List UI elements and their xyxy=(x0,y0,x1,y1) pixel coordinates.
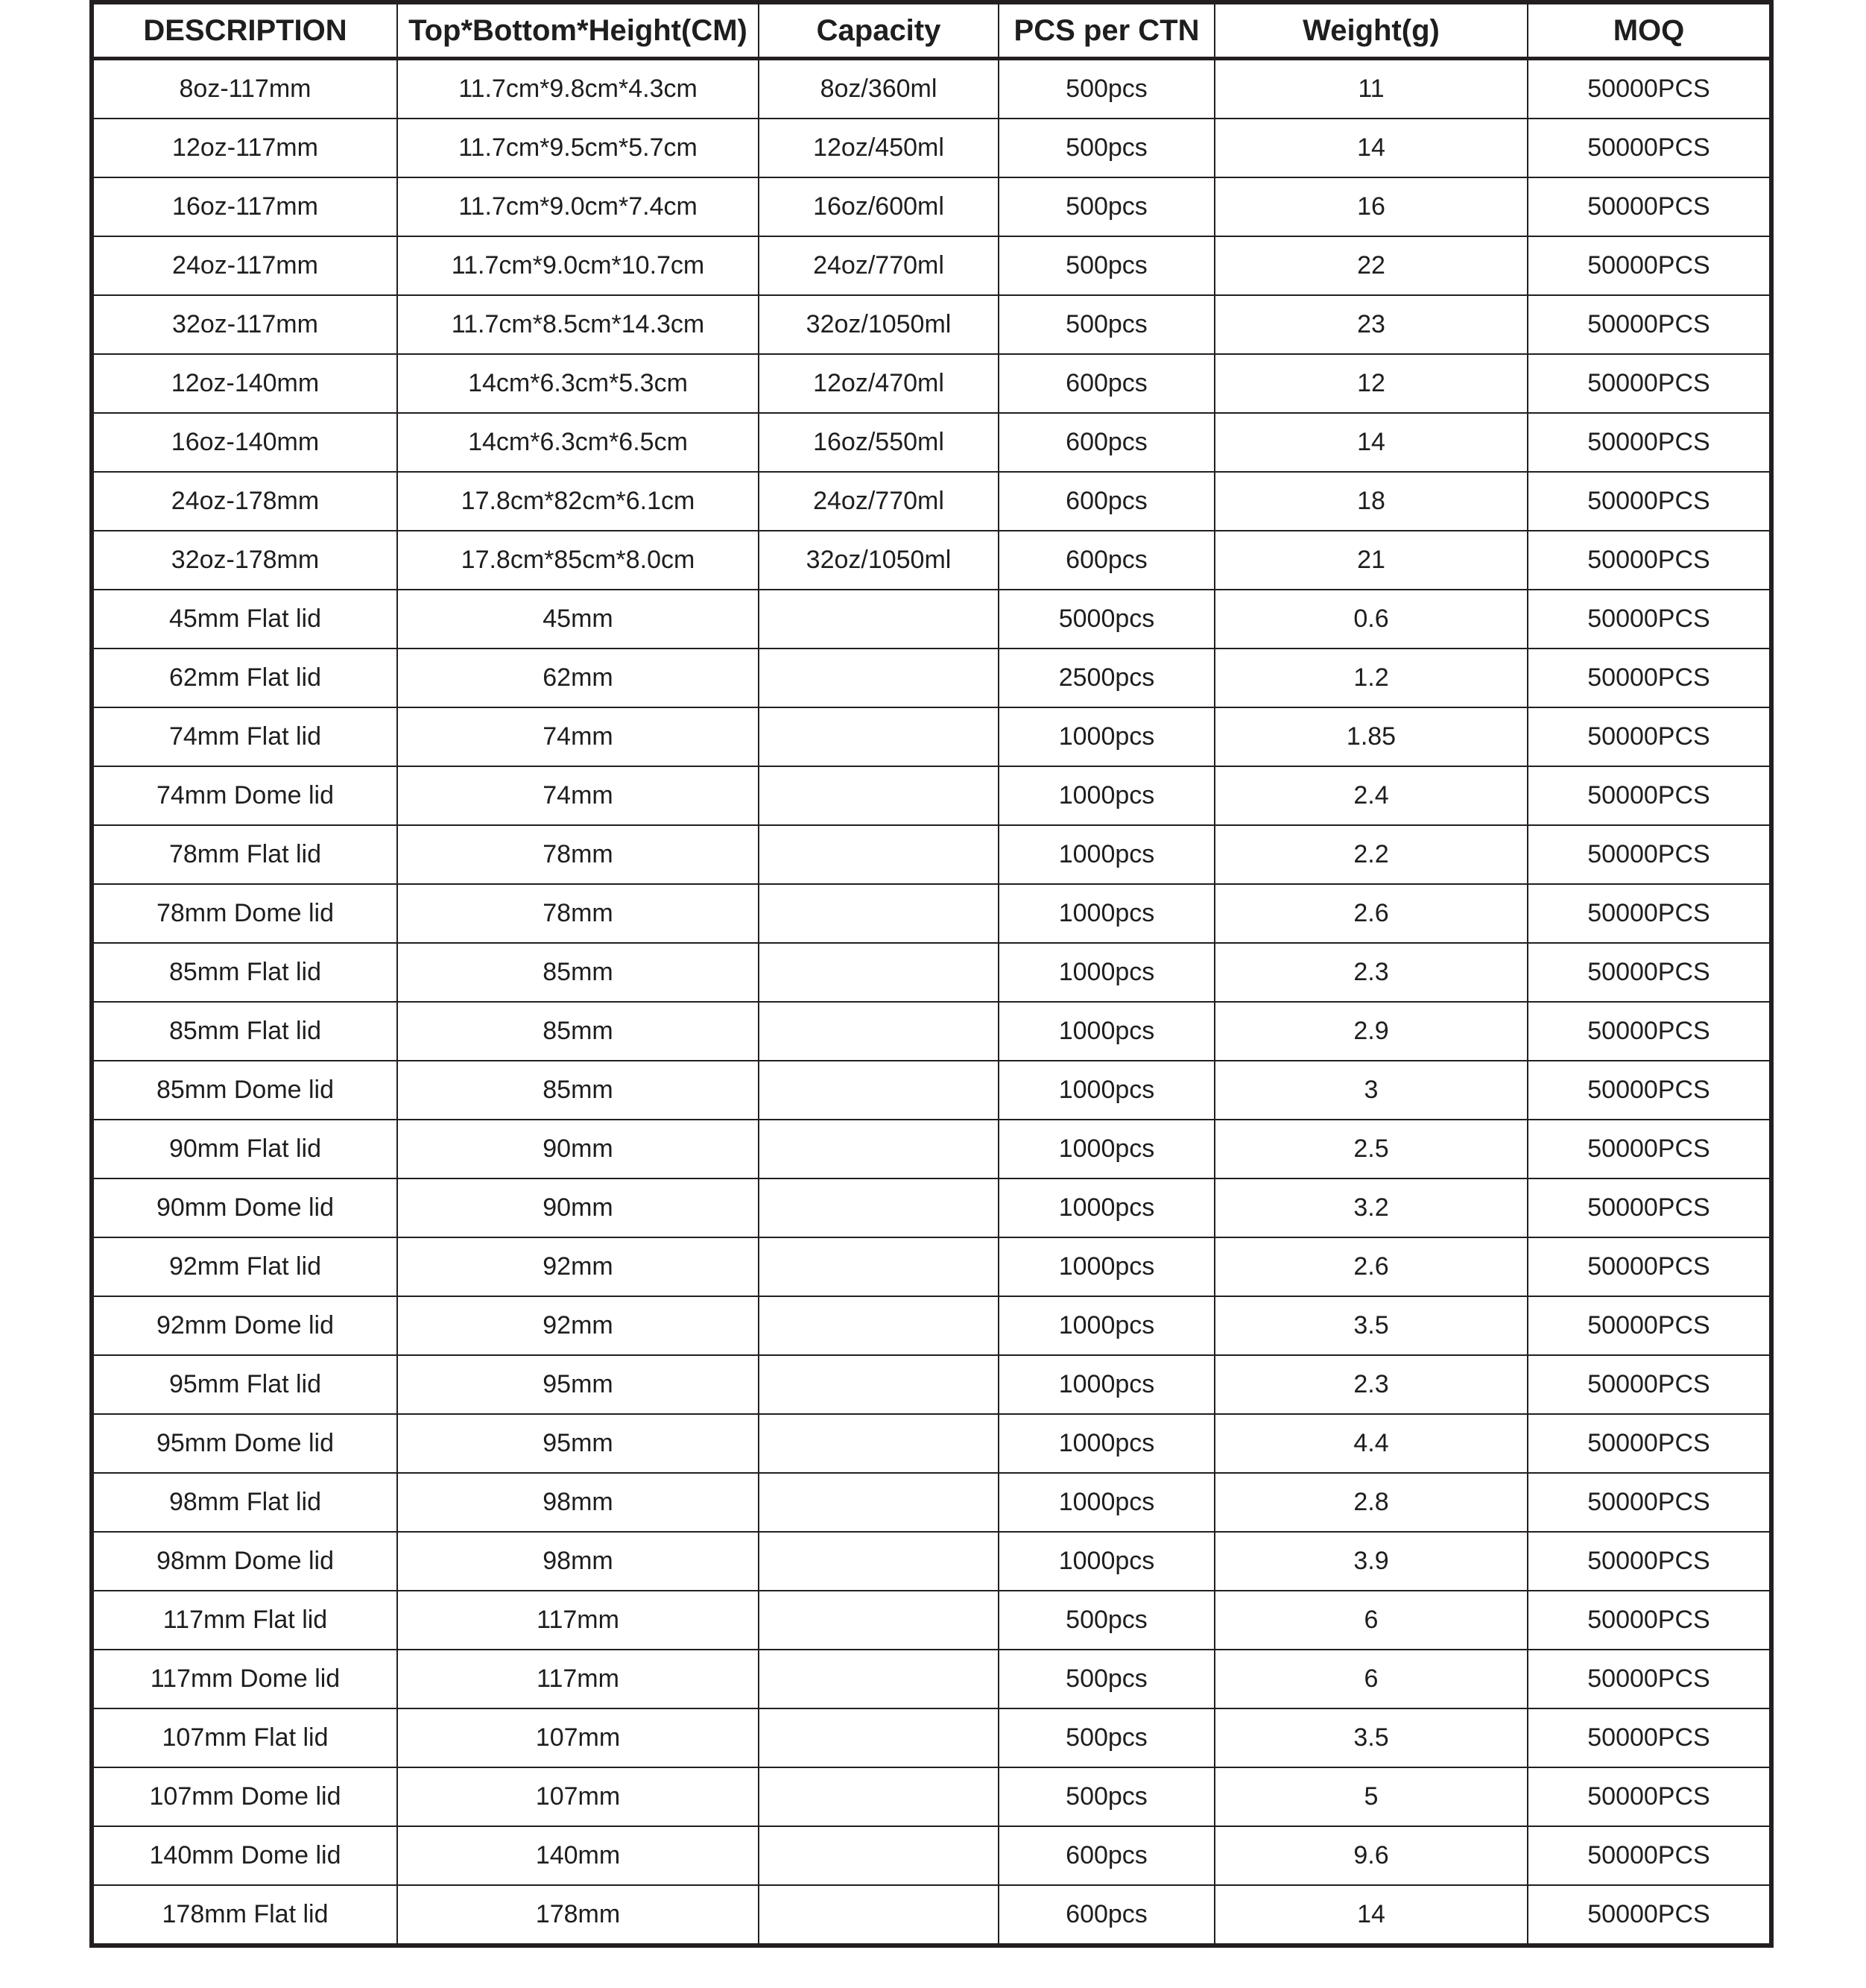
cell-moq: 50000PCS xyxy=(1528,825,1771,884)
cell-moq: 50000PCS xyxy=(1528,1120,1771,1178)
cell-weight: 21 xyxy=(1215,531,1528,590)
cell-weight: 18 xyxy=(1215,472,1528,531)
cell-dimensions: 85mm xyxy=(397,1061,759,1120)
cell-dimensions: 11.7cm*8.5cm*14.3cm xyxy=(397,295,759,354)
cell-dimensions: 14cm*6.3cm*6.5cm xyxy=(397,413,759,472)
column-header-pcs-per-ctn: PCS per CTN xyxy=(999,2,1215,59)
cell-description: 45mm Flat lid xyxy=(92,590,397,649)
cell-description: 85mm Flat lid xyxy=(92,943,397,1002)
cell-pcs-per-ctn: 1000pcs xyxy=(999,1002,1215,1061)
cell-dimensions: 140mm xyxy=(397,1826,759,1885)
cell-description: 32oz-117mm xyxy=(92,295,397,354)
cell-pcs-per-ctn: 2500pcs xyxy=(999,649,1215,707)
cell-moq: 50000PCS xyxy=(1528,236,1771,295)
cell-dimensions: 74mm xyxy=(397,707,759,766)
cell-weight: 6 xyxy=(1215,1650,1528,1708)
cell-pcs-per-ctn: 1000pcs xyxy=(999,1296,1215,1355)
column-header-moq: MOQ xyxy=(1528,2,1771,59)
cell-capacity xyxy=(759,1061,999,1120)
cell-weight: 2.3 xyxy=(1215,943,1528,1002)
table-row xyxy=(92,177,1771,236)
cell-dimensions: 92mm xyxy=(397,1296,759,1355)
table-row xyxy=(92,766,1771,825)
cell-description: 78mm Flat lid xyxy=(92,825,397,884)
cell-moq: 50000PCS xyxy=(1528,943,1771,1002)
table-row xyxy=(92,236,1771,295)
cell-moq: 50000PCS xyxy=(1528,1885,1771,1946)
table-row xyxy=(92,531,1771,590)
cell-dimensions: 95mm xyxy=(397,1414,759,1473)
cell-moq: 50000PCS xyxy=(1528,1061,1771,1120)
cell-description: 178mm Flat lid xyxy=(92,1885,397,1946)
cell-dimensions: 17.8cm*85cm*8.0cm xyxy=(397,531,759,590)
table-row xyxy=(92,1532,1771,1591)
cell-description: 95mm Flat lid xyxy=(92,1355,397,1414)
table-header xyxy=(92,2,1771,59)
table-row xyxy=(92,1296,1771,1355)
cell-capacity: 24oz/770ml xyxy=(759,472,999,531)
cell-dimensions: 98mm xyxy=(397,1532,759,1591)
cell-weight: 11 xyxy=(1215,59,1528,119)
cell-description: 107mm Dome lid xyxy=(92,1767,397,1826)
cell-pcs-per-ctn: 600pcs xyxy=(999,413,1215,472)
cell-moq: 50000PCS xyxy=(1528,590,1771,649)
table-row xyxy=(92,1355,1771,1414)
cell-capacity xyxy=(759,1002,999,1061)
cell-pcs-per-ctn: 1000pcs xyxy=(999,1061,1215,1120)
table-row xyxy=(92,649,1771,707)
cell-pcs-per-ctn: 1000pcs xyxy=(999,1178,1215,1237)
cell-moq: 50000PCS xyxy=(1528,707,1771,766)
cell-capacity: 12oz/470ml xyxy=(759,354,999,413)
cell-weight: 5 xyxy=(1215,1767,1528,1826)
cell-moq: 50000PCS xyxy=(1528,1178,1771,1237)
table-row xyxy=(92,1767,1771,1826)
cell-capacity xyxy=(759,590,999,649)
product-spec-table xyxy=(89,0,1774,1948)
cell-capacity xyxy=(759,1591,999,1650)
cell-pcs-per-ctn: 1000pcs xyxy=(999,707,1215,766)
cell-capacity: 12oz/450ml xyxy=(759,119,999,177)
cell-pcs-per-ctn: 500pcs xyxy=(999,59,1215,119)
cell-description: 16oz-140mm xyxy=(92,413,397,472)
cell-pcs-per-ctn: 500pcs xyxy=(999,1767,1215,1826)
cell-description: 92mm Flat lid xyxy=(92,1237,397,1296)
cell-pcs-per-ctn: 500pcs xyxy=(999,1708,1215,1767)
table-row xyxy=(92,413,1771,472)
cell-capacity: 32oz/1050ml xyxy=(759,531,999,590)
cell-description: 90mm Flat lid xyxy=(92,1120,397,1178)
cell-moq: 50000PCS xyxy=(1528,649,1771,707)
cell-description: 24oz-178mm xyxy=(92,472,397,531)
cell-capacity xyxy=(759,707,999,766)
table-row xyxy=(92,1885,1771,1946)
cell-description: 90mm Dome lid xyxy=(92,1178,397,1237)
cell-pcs-per-ctn: 500pcs xyxy=(999,119,1215,177)
cell-pcs-per-ctn: 500pcs xyxy=(999,236,1215,295)
table-row xyxy=(92,1826,1771,1885)
cell-weight: 14 xyxy=(1215,119,1528,177)
table-row xyxy=(92,943,1771,1002)
cell-weight: 2.9 xyxy=(1215,1002,1528,1061)
column-header-capacity: Capacity xyxy=(759,2,999,59)
cell-moq: 50000PCS xyxy=(1528,1708,1771,1767)
cell-description: 117mm Dome lid xyxy=(92,1650,397,1708)
cell-dimensions: 62mm xyxy=(397,649,759,707)
cell-moq: 50000PCS xyxy=(1528,59,1771,119)
cell-dimensions: 107mm xyxy=(397,1767,759,1826)
table-row xyxy=(92,472,1771,531)
table-row xyxy=(92,1061,1771,1120)
cell-capacity xyxy=(759,1120,999,1178)
cell-moq: 50000PCS xyxy=(1528,1473,1771,1532)
cell-capacity xyxy=(759,1708,999,1767)
cell-capacity xyxy=(759,1355,999,1414)
cell-description: 24oz-117mm xyxy=(92,236,397,295)
header-row xyxy=(92,2,1771,59)
cell-weight: 4.4 xyxy=(1215,1414,1528,1473)
cell-pcs-per-ctn: 1000pcs xyxy=(999,884,1215,943)
table-row xyxy=(92,1473,1771,1532)
cell-dimensions: 78mm xyxy=(397,825,759,884)
cell-capacity xyxy=(759,1296,999,1355)
cell-capacity xyxy=(759,1532,999,1591)
cell-pcs-per-ctn: 500pcs xyxy=(999,1650,1215,1708)
cell-description: 8oz-117mm xyxy=(92,59,397,119)
cell-description: 16oz-117mm xyxy=(92,177,397,236)
cell-weight: 2.6 xyxy=(1215,1237,1528,1296)
cell-description: 32oz-178mm xyxy=(92,531,397,590)
cell-capacity xyxy=(759,649,999,707)
cell-pcs-per-ctn: 1000pcs xyxy=(999,825,1215,884)
cell-capacity: 16oz/600ml xyxy=(759,177,999,236)
table-row xyxy=(92,590,1771,649)
cell-weight: 2.2 xyxy=(1215,825,1528,884)
cell-moq: 50000PCS xyxy=(1528,531,1771,590)
cell-weight: 3 xyxy=(1215,1061,1528,1120)
cell-description: 85mm Flat lid xyxy=(92,1002,397,1061)
table-row xyxy=(92,1414,1771,1473)
cell-weight: 2.6 xyxy=(1215,884,1528,943)
table-row xyxy=(92,1178,1771,1237)
table-row xyxy=(92,884,1771,943)
cell-description: 95mm Dome lid xyxy=(92,1414,397,1473)
cell-pcs-per-ctn: 1000pcs xyxy=(999,943,1215,1002)
cell-dimensions: 95mm xyxy=(397,1355,759,1414)
cell-capacity xyxy=(759,1414,999,1473)
table-row xyxy=(92,825,1771,884)
table-row xyxy=(92,1002,1771,1061)
cell-dimensions: 90mm xyxy=(397,1120,759,1178)
cell-capacity xyxy=(759,1473,999,1532)
cell-dimensions: 14cm*6.3cm*5.3cm xyxy=(397,354,759,413)
cell-weight: 2.4 xyxy=(1215,766,1528,825)
cell-moq: 50000PCS xyxy=(1528,1355,1771,1414)
cell-moq: 50000PCS xyxy=(1528,1002,1771,1061)
cell-description: 117mm Flat lid xyxy=(92,1591,397,1650)
cell-dimensions: 98mm xyxy=(397,1473,759,1532)
cell-pcs-per-ctn: 1000pcs xyxy=(999,1414,1215,1473)
cell-pcs-per-ctn: 5000pcs xyxy=(999,590,1215,649)
cell-pcs-per-ctn: 1000pcs xyxy=(999,1120,1215,1178)
cell-dimensions: 11.7cm*9.8cm*4.3cm xyxy=(397,59,759,119)
table-row xyxy=(92,354,1771,413)
cell-dimensions: 11.7cm*9.5cm*5.7cm xyxy=(397,119,759,177)
cell-moq: 50000PCS xyxy=(1528,177,1771,236)
cell-weight: 12 xyxy=(1215,354,1528,413)
cell-moq: 50000PCS xyxy=(1528,1237,1771,1296)
table-row xyxy=(92,1120,1771,1178)
cell-pcs-per-ctn: 600pcs xyxy=(999,531,1215,590)
cell-capacity xyxy=(759,1650,999,1708)
cell-weight: 6 xyxy=(1215,1591,1528,1650)
cell-weight: 1.2 xyxy=(1215,649,1528,707)
cell-description: 107mm Flat lid xyxy=(92,1708,397,1767)
cell-pcs-per-ctn: 500pcs xyxy=(999,177,1215,236)
table-row xyxy=(92,1708,1771,1767)
cell-description: 78mm Dome lid xyxy=(92,884,397,943)
cell-weight: 14 xyxy=(1215,1885,1528,1946)
cell-dimensions: 117mm xyxy=(397,1591,759,1650)
cell-description: 140mm Dome lid xyxy=(92,1826,397,1885)
table-row xyxy=(92,707,1771,766)
cell-moq: 50000PCS xyxy=(1528,884,1771,943)
cell-weight: 1.85 xyxy=(1215,707,1528,766)
cell-moq: 50000PCS xyxy=(1528,1650,1771,1708)
cell-pcs-per-ctn: 500pcs xyxy=(999,295,1215,354)
cell-weight: 2.8 xyxy=(1215,1473,1528,1532)
cell-weight: 22 xyxy=(1215,236,1528,295)
cell-moq: 50000PCS xyxy=(1528,1826,1771,1885)
cell-weight: 3.9 xyxy=(1215,1532,1528,1591)
column-header-dimensions: Top*Bottom*Height(CM) xyxy=(397,2,759,59)
cell-capacity: 24oz/770ml xyxy=(759,236,999,295)
cell-description: 12oz-117mm xyxy=(92,119,397,177)
cell-pcs-per-ctn: 600pcs xyxy=(999,472,1215,531)
cell-description: 92mm Dome lid xyxy=(92,1296,397,1355)
cell-weight: 3.5 xyxy=(1215,1296,1528,1355)
cell-moq: 50000PCS xyxy=(1528,766,1771,825)
table-row xyxy=(92,1237,1771,1296)
cell-pcs-per-ctn: 1000pcs xyxy=(999,1355,1215,1414)
cell-pcs-per-ctn: 1000pcs xyxy=(999,1532,1215,1591)
cell-pcs-per-ctn: 1000pcs xyxy=(999,766,1215,825)
cell-moq: 50000PCS xyxy=(1528,413,1771,472)
cell-dimensions: 11.7cm*9.0cm*7.4cm xyxy=(397,177,759,236)
cell-description: 98mm Dome lid xyxy=(92,1532,397,1591)
table-body xyxy=(92,59,1771,1946)
cell-capacity xyxy=(759,766,999,825)
table-row xyxy=(92,1591,1771,1650)
cell-dimensions: 85mm xyxy=(397,1002,759,1061)
cell-capacity xyxy=(759,943,999,1002)
cell-description: 74mm Flat lid xyxy=(92,707,397,766)
cell-weight: 2.3 xyxy=(1215,1355,1528,1414)
cell-weight: 23 xyxy=(1215,295,1528,354)
cell-description: 74mm Dome lid xyxy=(92,766,397,825)
cell-description: 12oz-140mm xyxy=(92,354,397,413)
cell-dimensions: 178mm xyxy=(397,1885,759,1946)
cell-pcs-per-ctn: 1000pcs xyxy=(999,1473,1215,1532)
cell-weight: 3.5 xyxy=(1215,1708,1528,1767)
cell-moq: 50000PCS xyxy=(1528,472,1771,531)
cell-moq: 50000PCS xyxy=(1528,1296,1771,1355)
cell-weight: 14 xyxy=(1215,413,1528,472)
cell-moq: 50000PCS xyxy=(1528,119,1771,177)
cell-capacity xyxy=(759,884,999,943)
table-row xyxy=(92,1650,1771,1708)
cell-capacity xyxy=(759,1826,999,1885)
cell-pcs-per-ctn: 600pcs xyxy=(999,1885,1215,1946)
cell-moq: 50000PCS xyxy=(1528,354,1771,413)
cell-pcs-per-ctn: 1000pcs xyxy=(999,1237,1215,1296)
cell-dimensions: 90mm xyxy=(397,1178,759,1237)
cell-weight: 3.2 xyxy=(1215,1178,1528,1237)
cell-capacity: 16oz/550ml xyxy=(759,413,999,472)
cell-weight: 2.5 xyxy=(1215,1120,1528,1178)
table-row xyxy=(92,59,1771,119)
cell-capacity xyxy=(759,1767,999,1826)
cell-dimensions: 107mm xyxy=(397,1708,759,1767)
cell-capacity xyxy=(759,1178,999,1237)
cell-weight: 16 xyxy=(1215,177,1528,236)
table-row xyxy=(92,295,1771,354)
cell-pcs-per-ctn: 600pcs xyxy=(999,354,1215,413)
cell-dimensions: 85mm xyxy=(397,943,759,1002)
cell-dimensions: 17.8cm*82cm*6.1cm xyxy=(397,472,759,531)
cell-capacity: 32oz/1050ml xyxy=(759,295,999,354)
cell-pcs-per-ctn: 500pcs xyxy=(999,1591,1215,1650)
column-header-description: DESCRIPTION xyxy=(92,2,397,59)
cell-capacity xyxy=(759,1237,999,1296)
column-header-weight: Weight(g) xyxy=(1215,2,1528,59)
cell-capacity: 8oz/360ml xyxy=(759,59,999,119)
cell-moq: 50000PCS xyxy=(1528,1767,1771,1826)
cell-dimensions: 11.7cm*9.0cm*10.7cm xyxy=(397,236,759,295)
cell-pcs-per-ctn: 600pcs xyxy=(999,1826,1215,1885)
cell-description: 98mm Flat lid xyxy=(92,1473,397,1532)
cell-capacity xyxy=(759,825,999,884)
cell-capacity xyxy=(759,1885,999,1946)
cell-moq: 50000PCS xyxy=(1528,1591,1771,1650)
cell-weight: 0.6 xyxy=(1215,590,1528,649)
cell-description: 62mm Flat lid xyxy=(92,649,397,707)
cell-dimensions: 45mm xyxy=(397,590,759,649)
cell-dimensions: 78mm xyxy=(397,884,759,943)
cell-dimensions: 117mm xyxy=(397,1650,759,1708)
cell-moq: 50000PCS xyxy=(1528,295,1771,354)
cell-description: 85mm Dome lid xyxy=(92,1061,397,1120)
table-row xyxy=(92,119,1771,177)
cell-moq: 50000PCS xyxy=(1528,1532,1771,1591)
cell-dimensions: 74mm xyxy=(397,766,759,825)
cell-dimensions: 92mm xyxy=(397,1237,759,1296)
cell-moq: 50000PCS xyxy=(1528,1414,1771,1473)
cell-weight: 9.6 xyxy=(1215,1826,1528,1885)
